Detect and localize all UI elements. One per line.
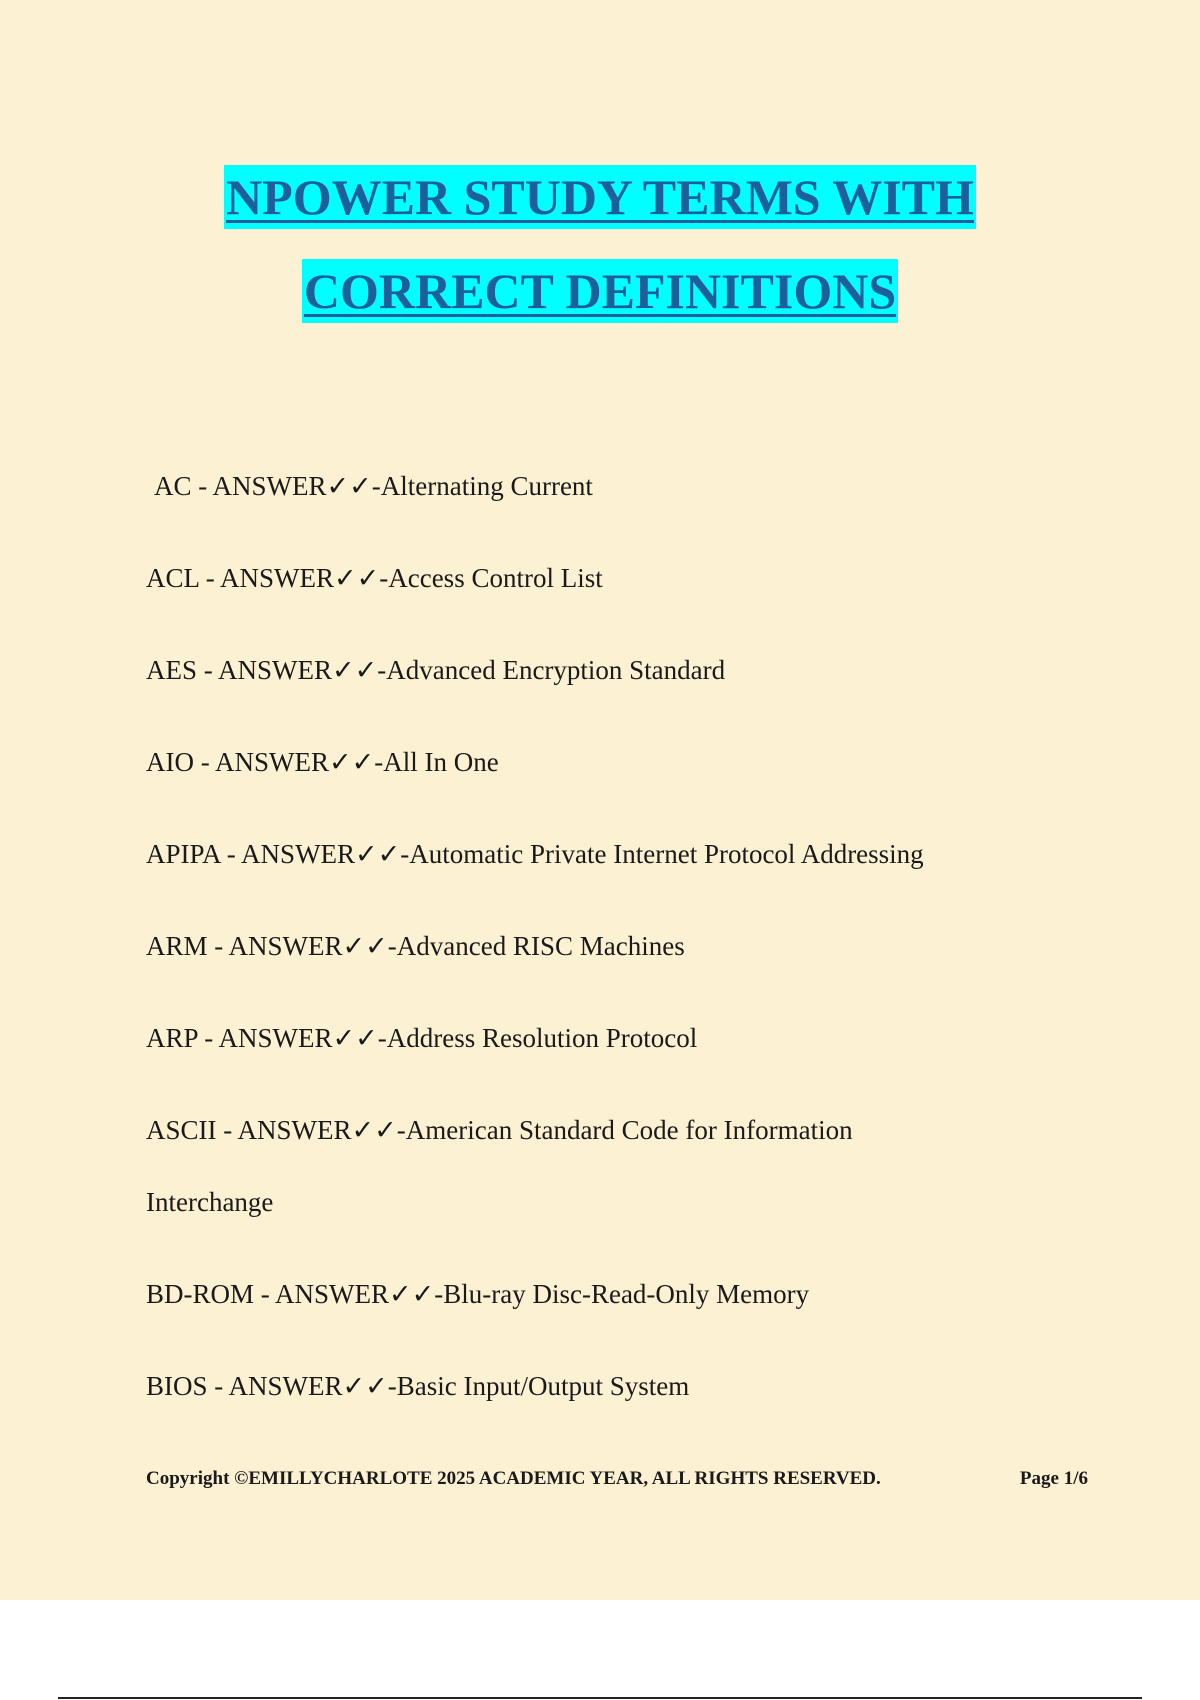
term-item: ARP - ANSWER✓✓-Address Resolution Protocol <box>146 1023 698 1053</box>
title-line-2: CORRECT DEFINITIONS <box>302 259 898 323</box>
term-item: BD-ROM - ANSWER✓✓-Blu-ray Disc-Read-Only Memory <box>146 1279 810 1309</box>
terms-list <box>146 440 1106 1432</box>
bottom-divider <box>58 1697 1142 1699</box>
title-line-1: NPOWER STUDY TERMS WITH <box>224 165 976 229</box>
term-item: AC - ANSWER✓✓-Alternating Current <box>154 471 593 501</box>
term-item: ACL - ANSWER✓✓-Access Control List <box>146 563 603 593</box>
term-item: APIPA - ANSWER✓✓-Automatic Private Internet Protocol Addressing <box>146 839 924 869</box>
term-item: BIOS - ANSWER✓✓-Basic Input/Output System <box>146 1371 690 1401</box>
copyright-text: Copyright ©EMILLYCHARLOTE 2025 ACADEMIC YEAR, ALL RIGHTS RESERVED. <box>146 1468 881 1489</box>
page-title <box>0 165 1200 323</box>
term-item: ARM - ANSWER✓✓-Advanced RISC Machines <box>146 931 685 961</box>
page-footer <box>146 1468 1088 1490</box>
term-item: AIO - ANSWER✓✓-All In One <box>146 747 499 777</box>
term-item: AES - ANSWER✓✓-Advanced Encryption Standard <box>146 655 726 685</box>
term-item-line-2: Interchange <box>146 1187 274 1217</box>
page-number: Page 1/6 <box>1019 1468 1088 1489</box>
term-item <box>146 1084 1106 1248</box>
term-item-line-1: ASCII - ANSWER✓✓-American Standard Code for Information <box>146 1115 853 1145</box>
